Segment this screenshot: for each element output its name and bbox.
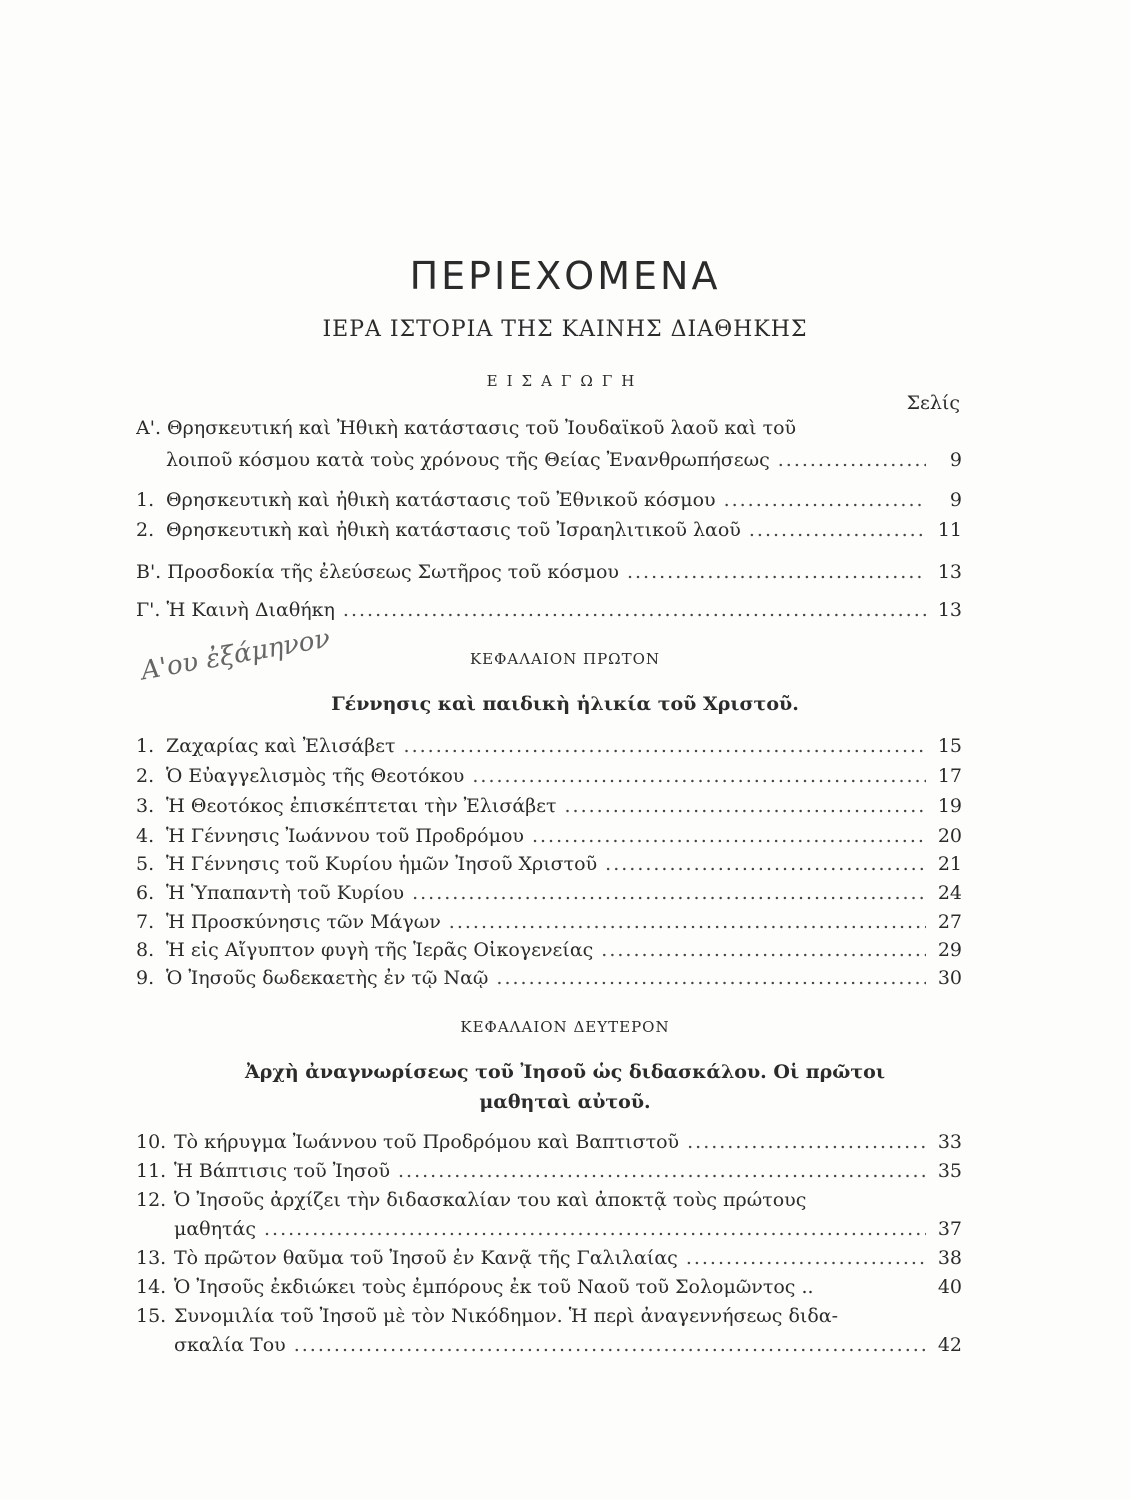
entry-text: Ἡ Γέννησις Ἰωάννου τοῦ Προδρόμου xyxy=(166,825,524,847)
entry-text: Ἡ εἰς Αἴγυπτον φυγὴ τῆς Ἱερᾶς Οἰκογενείας xyxy=(166,939,594,961)
entry-page: 35 xyxy=(937,1160,962,1182)
handwritten-note: Α'ου ἐξάμηνον xyxy=(138,623,333,687)
book-subtitle: ΙΕΡΑ ΙΣΤΟΡΙΑ ΤΗΣ ΚΑΙΝΗΣ ΔΙΑΘΗΚΗΣ xyxy=(322,317,808,342)
entry-text: Ἡ Βάπτισις τοῦ Ἰησοῦ xyxy=(174,1160,391,1182)
entry-text: Θρησκευτική καὶ Ἠθικὴ κατάστασις τοῦ Ἰουδαϊκοῦ λαοῦ καὶ τοῦ xyxy=(167,417,797,439)
entry-page: 15 xyxy=(937,735,962,757)
entry-text: Ἡ Προσκύνησις τῶν Μάγων xyxy=(166,911,441,933)
entry-page: 17 xyxy=(937,765,962,787)
toc-entry-ch1-5 xyxy=(136,850,962,878)
entry-number: 10. xyxy=(136,1131,167,1153)
toc-entry-ch1-8 xyxy=(136,936,962,964)
toc-entry-a-line1 xyxy=(136,414,962,442)
entry-number: 12. xyxy=(136,1189,167,1211)
chapter1-heading: ΚΕΦΑΛΑΙΟΝ ΠΡΩΤΟΝ xyxy=(469,650,661,668)
toc-entry-1 xyxy=(136,486,962,514)
entry-text: Θρησκευτικὴ καὶ ἠθικὴ κατάστασις τοῦ Ἰσραηλιτικοῦ λαοῦ xyxy=(166,519,741,541)
entry-text: Ἡ Θεοτόκος ἐπισκέπτεται τὴν Ἐλισάβετ xyxy=(166,795,557,817)
entry-page: 13 xyxy=(937,599,962,621)
toc-entry-2 xyxy=(136,516,962,544)
entry-text: Ἡ Γέννησις τοῦ Κυρίου ἡμῶν Ἰησοῦ Χριστοῦ xyxy=(166,853,598,875)
toc-entry-a-line2 xyxy=(136,446,962,474)
entry-text: Γ'. Ἡ Καινὴ Διαθήκη xyxy=(136,599,335,621)
page-column-label: Σελίς xyxy=(906,392,960,414)
toc-entry-ch1-2 xyxy=(136,762,962,790)
entry-text: Ὁ Ἰησοῦς ἀρχίζει τὴν διδασκαλίαν του καὶ ἀποκτᾷ τοὺς πρώτους xyxy=(174,1189,807,1211)
toc-entry-12-line1 xyxy=(136,1186,962,1214)
entry-text: Β'. Προσδοκία τῆς ἐλεύσεως Σωτῆρος τοῦ κόσμου xyxy=(136,561,619,583)
entry-text: Ὁ Εὐαγγελισμὸς τῆς Θεοτόκου xyxy=(166,765,465,787)
entry-page: 30 xyxy=(937,967,962,989)
entry-page: 20 xyxy=(937,825,962,847)
toc-entry-ch1-9 xyxy=(136,964,962,992)
entry-text: Τὸ κήρυγμα Ἰωάννου τοῦ Προδρόμου καὶ Βαπτιστοῦ xyxy=(174,1131,680,1153)
entry-page: 29 xyxy=(937,939,962,961)
toc-entry-ch1-3 xyxy=(136,792,962,820)
toc-entry-ch1-4 xyxy=(136,822,962,850)
entry-number: 11. xyxy=(136,1160,167,1182)
toc-entry-12-line2 xyxy=(136,1215,962,1243)
entry-number: Α'. xyxy=(136,417,161,439)
entry-page: 38 xyxy=(937,1247,962,1269)
toc-entry-14 xyxy=(136,1273,962,1301)
page-title: ΠΕΡΙΕΧΟΜΕΝΑ xyxy=(409,254,721,298)
entry-text: μαθητάς xyxy=(174,1218,256,1240)
toc-entry-c xyxy=(136,596,962,624)
toc-entry-ch1-6 xyxy=(136,879,962,907)
entry-page: 19 xyxy=(937,795,962,817)
entry-text: Τὸ πρῶτον θαῦμα τοῦ Ἰησοῦ ἐν Κανᾷ τῆς Γαλιλαίας xyxy=(174,1247,678,1269)
entry-page: 11 xyxy=(937,519,962,541)
toc-entry-11 xyxy=(136,1157,962,1185)
entry-page: 27 xyxy=(937,911,962,933)
entry-page: 24 xyxy=(937,882,962,904)
toc-entry-b xyxy=(136,558,962,586)
entry-number: 5. xyxy=(136,853,155,875)
entry-number: 2. xyxy=(136,519,155,541)
chapter1-title: Γέννησις καὶ παιδικὴ ἡλικία τοῦ Χριστοῦ. xyxy=(331,693,799,715)
entry-number: 6. xyxy=(136,882,155,904)
entry-number: 2. xyxy=(136,765,155,787)
entry-page: 13 xyxy=(937,561,962,583)
chapter2-title-line1: Ἀρχὴ ἀναγνωρίσεως τοῦ Ἰησοῦ ὡς διδασκάλου. Οἱ πρῶτοι xyxy=(244,1061,886,1083)
entry-page: 33 xyxy=(937,1131,962,1153)
entry-number: 8. xyxy=(136,939,155,961)
entry-number: 7. xyxy=(136,911,155,933)
toc-entry-10 xyxy=(136,1128,962,1156)
entry-page: 37 xyxy=(937,1218,962,1240)
entry-text: Ζαχαρίας καὶ Ἐλισάβετ xyxy=(166,735,396,757)
entry-text: σκαλία Του xyxy=(174,1334,286,1356)
chapter2-title-line2: μαθηταὶ αὐτοῦ. xyxy=(479,1091,651,1113)
entry-number: 1. xyxy=(136,735,155,757)
entry-text: Ἡ Ὑπαπαντὴ τοῦ Κυρίου xyxy=(166,882,405,904)
toc-entry-13 xyxy=(136,1244,962,1272)
entry-number: 13. xyxy=(136,1247,167,1269)
entry-page: 9 xyxy=(949,489,962,511)
entry-page: 9 xyxy=(949,449,962,471)
entry-number: 9. xyxy=(136,967,155,989)
entry-text: Συνομιλία τοῦ Ἰησοῦ μὲ τὸν Νικόδημον. Ἡ περὶ ἀναγεννήσεως διδα- xyxy=(174,1305,839,1327)
toc-entry-ch1-1 xyxy=(136,732,962,760)
entry-page: 21 xyxy=(937,853,962,875)
entry-text: Θρησκευτικὴ καὶ ἠθικὴ κατάστασις τοῦ Ἐθνικοῦ κόσμου xyxy=(166,489,716,511)
intro-heading: ΕΙΣΑΓΩΓΗ xyxy=(486,372,644,390)
toc-entry-15-line1 xyxy=(136,1302,962,1330)
entry-text: λοιποῦ κόσμου κατὰ τοὺς χρόνους τῆς Θείας Ἐνανθρωπήσεως xyxy=(166,449,770,471)
entry-text: Ὁ Ἰησοῦς ἐκδιώκει τοὺς ἐμπόρους ἐκ τοῦ Ναοῦ τοῦ Σολομῶντος .. xyxy=(174,1276,814,1298)
entry-number: 14. xyxy=(136,1276,167,1298)
entry-number: 1. xyxy=(136,489,155,511)
entry-page: 40 xyxy=(937,1276,962,1298)
toc-entry-ch1-7 xyxy=(136,908,962,936)
chapter2-heading: ΚΕΦΑΛΑΙΟΝ ΔΕΥΤΕΡΟΝ xyxy=(460,1018,670,1036)
entry-number: 4. xyxy=(136,825,155,847)
toc-entry-15-line2 xyxy=(136,1331,962,1359)
entry-page: 42 xyxy=(937,1334,962,1356)
entry-number: 15. xyxy=(136,1305,167,1327)
entry-number: 3. xyxy=(136,795,155,817)
entry-text: Ὁ Ἰησοῦς δωδεκαετὴς ἐν τῷ Ναῷ xyxy=(166,967,489,989)
